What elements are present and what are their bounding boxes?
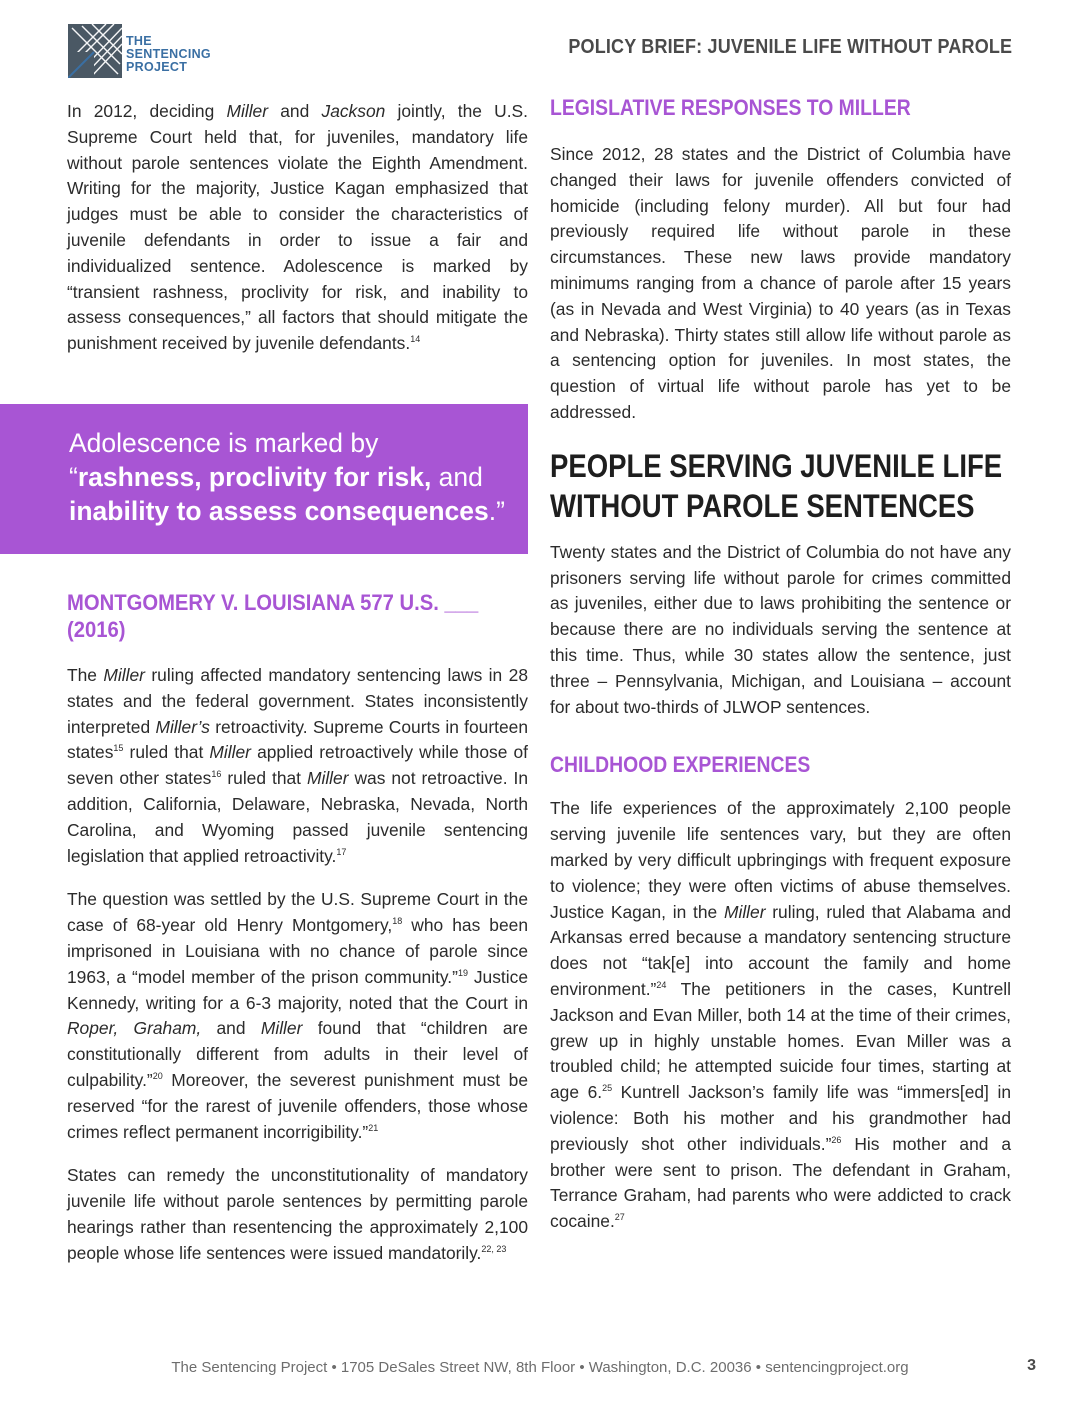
logo-line: PROJECT	[126, 60, 188, 74]
page-number: 3	[1027, 1357, 1036, 1374]
sentencing-project-logo	[68, 24, 268, 82]
legislative-heading: LEGISLATIVE RESPONSES TO MILLER	[550, 95, 911, 120]
people-serving-heading: PEOPLE SERVING JUVENILE LIFE WITHOUT PAROLE SENTENCES	[550, 447, 1003, 524]
childhood-paragraph: The life experiences of the approximately 2,100 people serving juvenile life sentences vary, but they are often marked by very difficult upbringings with frequent exposure to violence; they were often victims of abuse themselves. Justice Kagan, in the Miller ruling, ruled that Alabama and Arkansas erred because a mandatory sentencing structure does not “tak[e] into account the family and home environment.”$^{24}$ The petitioners in the cases, Kuntrell Jackson and Evan Miller, both 14 at the time of their crimes, grew up in highly unstable homes. Evan Miller was a troubled child; he attempted suicide four times, starting at age 6.25 Kuntrell Jackson’s family life was “immers[ed] in violence: Both his mother and his grandmother had previously shot other individuals.”$^{26}$ His mother and a brother were sent to prison. The defendant in Graham, Terrance Graham, had parents who were addicted to crack cocaine.$^{27}$	[550, 798, 1012, 1232]
childhood-heading: CHILDHOOD EXPERIENCES	[550, 752, 811, 778]
legislative-paragraph: Since 2012, 28 states and the District of Columbia have changed their laws for juvenile offenders convicted of homicide (including felony murder). All but four had previously required life without parole in these circumstances. These new laws provide mandatory minimums ranging from a chance of parole after 15 years (as in Nevada and West Virginia) to 40 years (as in Texas and Nebraska). Thirty states still allow life without parole as a sentencing option for juveniles. In most states, the question of virtual life without parole has yet to be addressed.	[550, 144, 1011, 422]
sentencing-project-logo-icon	[68, 24, 122, 78]
footer-address: The Sentencing Project • 1705 DeSales Street NW, 8th Floor • Washington, D.C. 20036 • sentencingproject.org	[171, 1359, 909, 1376]
montgomery-heading: MONTGOMERY V. LOUISIANA 577 U.S. ___ (2016)	[67, 590, 479, 642]
montgomery-paragraph-3: States can remedy the unconstitutionality of mandatory juvenile life without parole sentences by permitting parole hearings rather than resentencing the approximately 2,100 people whose life sentences were issued mandatorily.$^{22, 23}$	[67, 1165, 528, 1263]
intro-paragraph: In 2012, deciding Miller and Jackson jointly, the U.S. Supreme Court held that, for juveniles, mandatory life without parole sentences violate the Eighth Amendment. Writing for the majority, Justice Kagan emphasized that judges must be able to consider the characteristics of juvenile defendants in order to issue a fair and individualized sentence. Adolescence is marked by “transient rashness, proclivity for risk, and inability to assess consequences,” all factors that should mitigate the punishment received by juvenile defendants.$^{14}$	[67, 101, 528, 354]
right-column	[550, 94, 1011, 1235]
logo-wordmark	[126, 35, 211, 74]
logo-line: SENTENCING	[126, 47, 211, 61]
footnote-ref: 14	[410, 334, 421, 345]
logo-line: THE	[126, 34, 152, 48]
montgomery-paragraph-1: The Miller ruling affected mandatory sentencing laws in 28 states and the federal government. States inconsistently interpreted Miller’s retroactivity. Supreme Courts in fourteen states$^{15}$ ruled that Miller applied retroactively while those of seven other states$^{16}$ ruled that Miller was not retroactive. In addition, California, Delaware, Nebraska, Nevada, North Carolina, and Wyoming passed juvenile sentencing legislation that applied retroactivity.$^{17}$	[67, 665, 528, 866]
brief-title: POLICY BRIEF: JUVENILE LIFE WITHOUT PAROLE	[568, 36, 1012, 58]
left-column	[67, 99, 528, 357]
people-serving-paragraph: Twenty states and the District of Columbia do not have any prisoners serving life without parole for crimes committed as juveniles, either due to laws prohibiting the sentence or because there are no individuals serving the sentence at this time. Thus, while 30 states allow the sentence, just three – Pennsylvania, Michigan, and Louisiana – account for about two-thirds of JLWOP sentences.	[550, 541, 1011, 717]
left-column-lower	[67, 589, 528, 1267]
pull-quote: Adolescence is marked by “rashness, proclivity for risk, and inability to assess consequences.”	[0, 404, 528, 554]
montgomery-paragraph-2: The question was settled by the U.S. Supreme Court in the case of 68-year old Henry Montgomery,$^{18}$ who has been imprisoned in Louisiana with no chance of parole since 1963, a “model member of the prison community.”$^{19}$ Justice Kennedy, writing for a 6-3 majority, noted that the Court in Roper, Graham, and Miller found that “children are constitutionally different from adults in their level of culpability.”$^{20}$ Moreover, the severest punishment must be reserved “for the rarest of juvenile offenders, those whose crimes reflect permanent incorrigibility.”$^{21}$	[67, 889, 528, 1142]
